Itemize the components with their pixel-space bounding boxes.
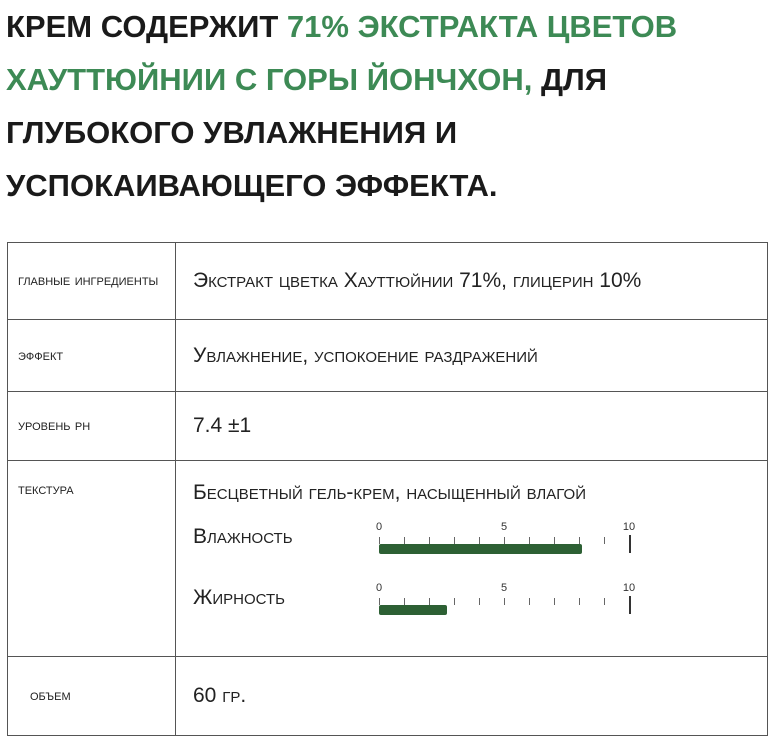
moisture-scale [193,521,753,561]
row-label-volume: объем [8,657,176,736]
scale-tick [529,598,530,605]
scale-tick [579,598,580,605]
row-value-ph: 7.4 ±1 [176,392,768,461]
scale-number: 10 [622,582,636,594]
headline-part1: КРЕМ СОДЕРЖИТ [6,9,287,44]
scale-tick [379,598,380,605]
scale-tick [479,598,480,605]
scale-tick [404,598,405,605]
scale-tick [454,537,455,544]
scale-tick [454,598,455,605]
scale-tick [504,598,505,605]
scale-tick [404,537,405,544]
headline-part3: ДЛЯ ГЛУБОКОГО УВЛАЖНЕНИЯ И УСПОКАИВАЮЩЕГО ЭФФЕКТА. [6,62,608,203]
row-value-effect: Увлажнение, успокоение раздражений [176,320,768,392]
row-label-effect: эффект [8,320,176,392]
headline [6,0,766,212]
spec-table [7,242,768,736]
row-label-ph: уровень ph [8,392,176,461]
table-row [8,243,768,320]
scale-tick [429,537,430,544]
scale-number: 10 [622,521,636,533]
row-value-texture [176,461,768,657]
level-bar [379,605,447,615]
texture-description: Бесцветный гель-крем, насыщенный влагой [193,481,586,504]
scale-tick [629,596,631,614]
scale-tick [629,535,631,553]
moisture-gauge [375,521,636,561]
scale-tick [554,598,555,605]
scale-number: 5 [500,582,508,594]
scale-number: 0 [375,521,383,533]
oiliness-gauge [375,582,636,622]
table-row [8,320,768,392]
oiliness-label: Жирность [193,586,286,609]
scale-tick [529,537,530,544]
level-bar [379,544,582,554]
scale-tick [604,598,605,605]
oiliness-scale [193,582,753,622]
row-label-texture: текстура [8,461,176,657]
table-row [8,657,768,736]
scale-number: 0 [375,582,383,594]
scale-number: 5 [500,521,508,533]
headline-green-part: 71% ЭКСТРАКТА ЦВЕТОВ ХАУТТЮЙНИИ С ГОРЫ ЙОНЧХОН, [6,9,678,97]
scale-tick [579,537,580,544]
table-row [8,392,768,461]
scale-tick [479,537,480,544]
moisture-label: Влажность [193,525,293,548]
table-row [8,461,768,657]
texture-scales [193,505,766,655]
row-value-volume: 60 гр. [176,657,768,736]
scale-tick [429,598,430,605]
row-value-ingredients: Экстракт цветка Хауттюйнии 71%, глицерин 10% [176,243,768,320]
row-label-ingredients: главные ингредиенты [8,243,176,320]
scale-tick [379,537,380,544]
scale-tick [604,537,605,544]
scale-tick [504,537,505,544]
scale-tick [554,537,555,544]
